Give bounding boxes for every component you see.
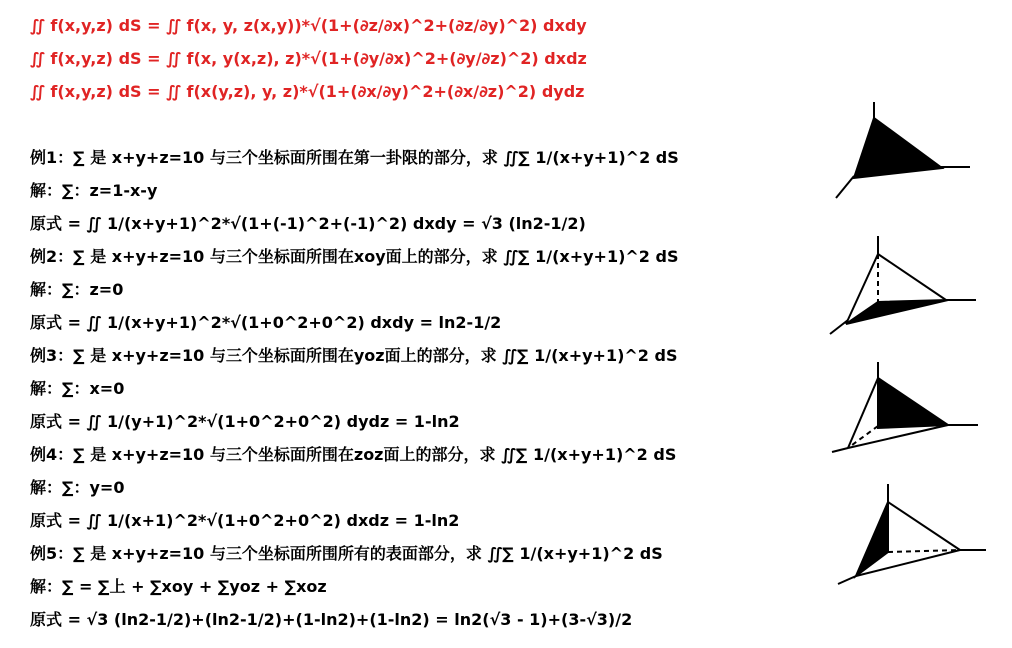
example-3-problem: 例3：∑ 是 x+y+z=10 与三个坐标面所围在yoz面上的部分，求 ∬∑ 1/(x+y+1)^2 dS	[30, 346, 678, 365]
example-1-problem: 例1：∑ 是 x+y+z=10 与三个坐标面所围在第一卦限的部分，求 ∬∑ 1/(x+y+1)^2 dS	[30, 148, 679, 167]
example-5-problem: 例5：∑ 是 x+y+z=10 与三个坐标面所围所有的表面部分，求 ∬∑ 1/(x+y+1)^2 dS	[30, 544, 663, 563]
formula-line-3: ∬ f(x,y,z) dS = ∬ f(x(y,z), y, z)*√(1+(∂x/∂y)^2+(∂x/∂z)^2) dydz	[30, 82, 585, 101]
tetrahedron-xoy-face-icon	[826, 234, 986, 338]
example-2-solution: 解：∑：z=0	[30, 280, 124, 299]
example-1-solution: 解：∑：z=1-x-y	[30, 181, 158, 200]
example-1-result: 原式 = ∬ 1/(x+y+1)^2*√(1+(-1)^2+(-1)^2) dxdy = √3 (ln2-1/2)	[30, 214, 586, 233]
formula-line-2: ∬ f(x,y,z) dS = ∬ f(x, y(x,z), z)*√(1+(∂y/∂x)^2+(∂y/∂z)^2) dxdz	[30, 49, 587, 68]
example-5-result: 原式 = √3 (ln2-1/2)+(ln2-1/2)+(1-ln2)+(1-ln2) = ln2(√3 - 1)+(3-√3)/2	[30, 610, 633, 629]
example-4-problem: 例4：∑ 是 x+y+z=10 与三个坐标面所围在zoz面上的部分，求 ∬∑ 1/(x+y+1)^2 dS	[30, 445, 677, 464]
example-3-result: 原式 = ∬ 1/(y+1)^2*√(1+0^2+0^2) dydz = 1-ln2	[30, 412, 460, 431]
example-2-problem: 例2：∑ 是 x+y+z=10 与三个坐标面所围在xoy面上的部分，求 ∬∑ 1/(x+y+1)^2 dS	[30, 247, 679, 266]
example-4-solution: 解：∑：y=0	[30, 478, 125, 497]
tetrahedron-slanted-face-icon	[830, 98, 980, 202]
formula-line-1: ∬ f(x,y,z) dS = ∬ f(x, y, z(x,y))*√(1+(∂z/∂x)^2+(∂z/∂y)^2) dxdy	[30, 16, 587, 35]
tetrahedron-xoz-face-icon	[836, 484, 996, 588]
tetrahedron-yoz-face-icon	[830, 360, 990, 456]
example-5-solution: 解：∑ = ∑上 + ∑xoy + ∑yoz + ∑xoz	[30, 577, 327, 596]
example-4-result: 原式 = ∬ 1/(x+1)^2*√(1+0^2+0^2) dxdz = 1-ln2	[30, 511, 460, 530]
example-3-solution: 解：∑：x=0	[30, 379, 125, 398]
example-2-result: 原式 = ∬ 1/(x+y+1)^2*√(1+0^2+0^2) dxdy = ln2-1/2	[30, 313, 502, 332]
